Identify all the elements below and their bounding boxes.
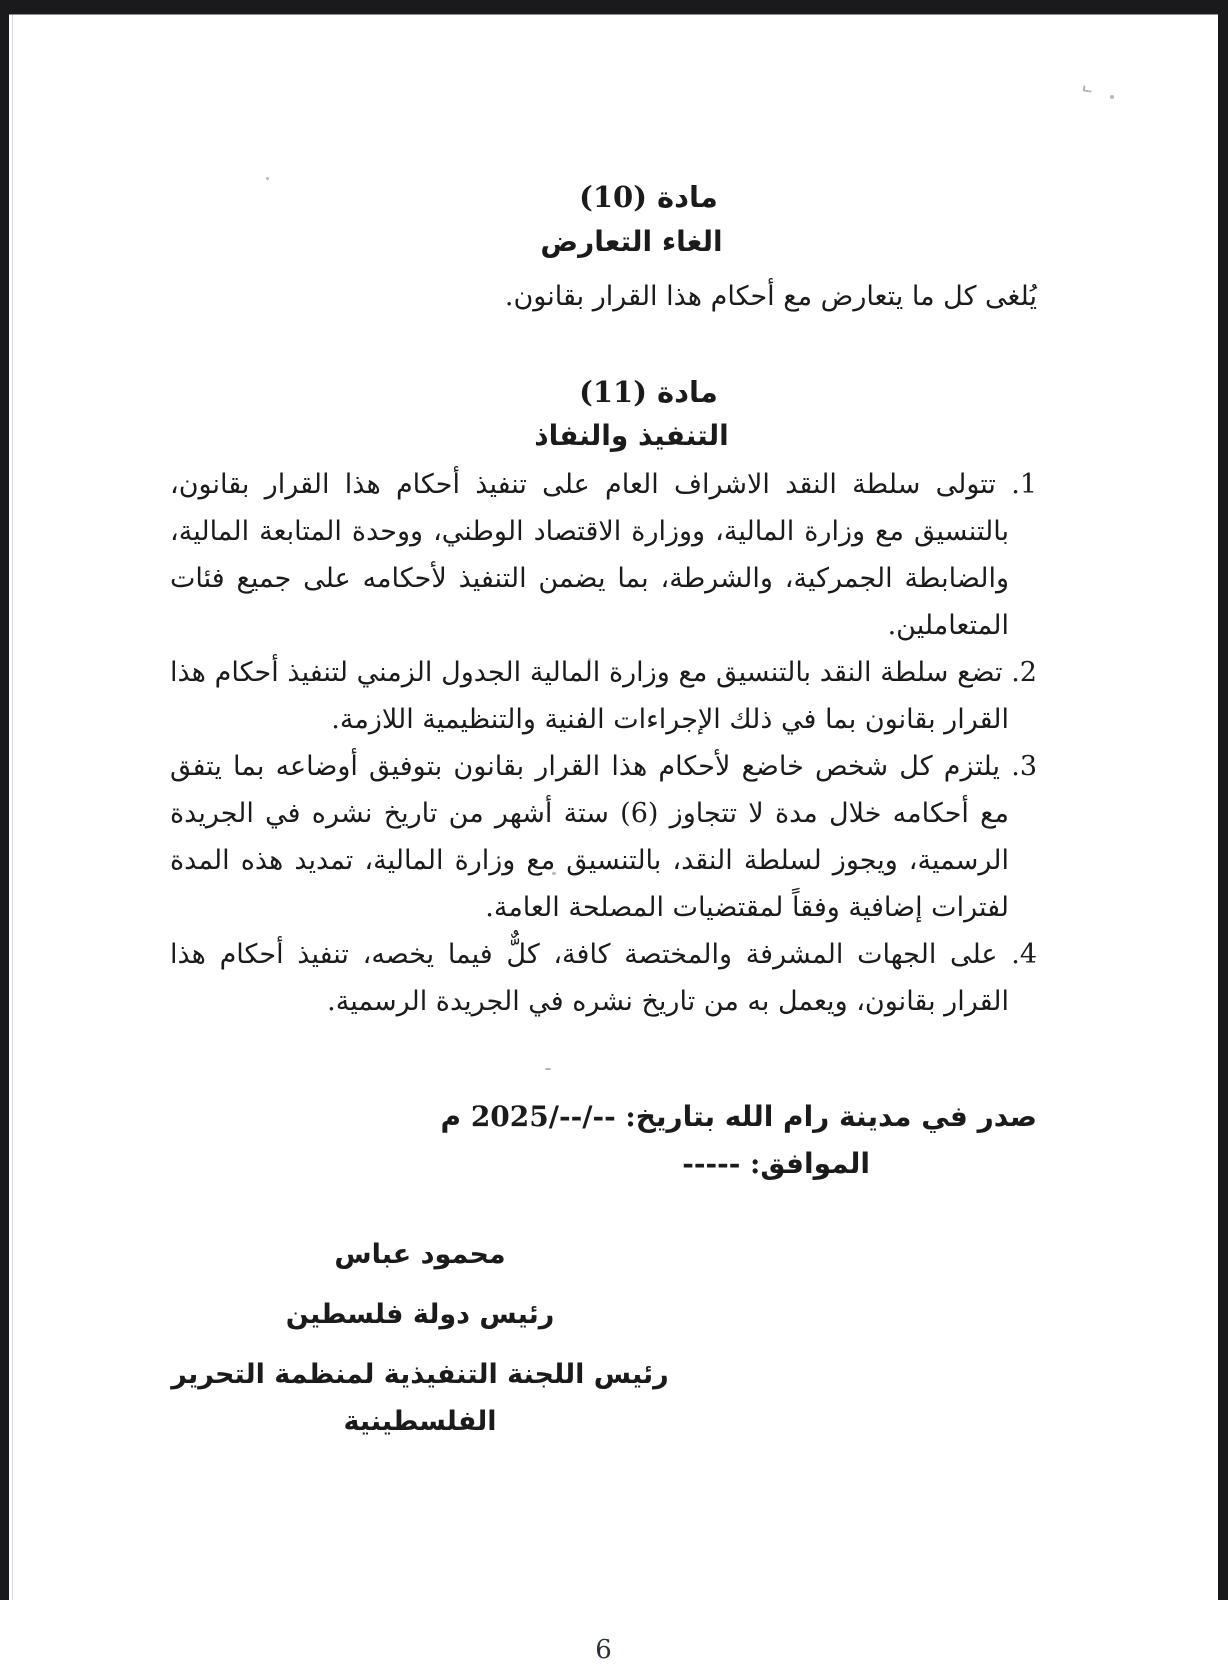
article-10-section <box>170 177 1037 320</box>
clause-item <box>170 743 1037 931</box>
clause-number: 2. <box>1011 657 1037 688</box>
clause-item <box>170 931 1037 1025</box>
article-11-heading: مادة (11) <box>579 375 718 409</box>
clause-number: 1. <box>1011 469 1037 500</box>
article-11-clauses <box>170 461 1037 1025</box>
scan-artifact <box>1083 85 1093 92</box>
article-10-body: يُلغى كل ما يتعارض مع أحكام هذا القرار بقانون. <box>504 281 1037 312</box>
scanner-edge-top <box>0 0 1228 15</box>
clause-item <box>170 649 1037 743</box>
scanner-edge-left <box>0 0 9 1600</box>
clause-text: تتولى سلطة النقد الاشراف العام على تنفيذ أحكام هذا القرار بقانون، بالتنسيق مع وزارة المالية، ووزارة الاقتصاد الوطني، ووحدة المتابعة المالية، والضابطة الجمركية، والشرطة، بما يضمن التنفيذ لأحكامه على جميع فئات المتعاملين. <box>170 469 1009 641</box>
article-10-heading: مادة (10) <box>579 180 718 214</box>
article-11-title: التنفيذ والنفاذ <box>534 419 729 452</box>
article-11-section <box>170 372 1037 1025</box>
signatory-title-president: رئيس دولة فلسطين <box>285 1299 555 1330</box>
clause-text: تضع سلطة النقد بالتنسيق مع وزارة المالية الجدول الزمني لتنفيذ أحكام هذا القرار بقانون بما في ذلك الإجراءات الفنية والتنظيمية اللازمة. <box>170 657 1009 735</box>
signature-block <box>170 1231 670 1445</box>
signatory-name: محمود عباس <box>334 1239 506 1270</box>
clause-item <box>170 461 1037 649</box>
issuance-corresponding-line: الموافق: ----- <box>682 1147 870 1180</box>
article-10-title: الغاء التعارض <box>540 225 723 258</box>
clause-number: 4. <box>1011 939 1037 970</box>
clause-number: 3. <box>1011 751 1037 782</box>
issuance-block <box>170 1093 1037 1187</box>
scanner-edge-right <box>1218 0 1228 1600</box>
clause-text: يلتزم كل شخص خاضع لأحكام هذا القرار بقانون بتوفيق أوضاعه بما يتفق مع أحكامه خلال مدة لا تتجاوز (6) ستة أشهر من تاريخ نشره في الجريدة الرسمية، ويجوز لسلطة النقد، بالتنسيق مع وزارة المالية، تمديد هذه المدة لفترات إضافية وفقاً لمقتضيات المصلحة العامة. <box>170 751 1009 923</box>
document-content <box>170 15 1037 1665</box>
signatory-title-plo-chairman: رئيس اللجنة التنفيذية لمنظمة التحرير الفلسطينية <box>171 1359 669 1437</box>
scan-artifact <box>1110 95 1114 99</box>
issuance-date-line: صدر في مدينة رام الله بتاريخ: --/--/2025 م <box>440 1100 1037 1133</box>
clause-text: على الجهات المشرفة والمختصة كافة، كلٌّ فيما يخصه، تنفيذ أحكام هذا القرار بقانون، ويعمل به من تاريخ نشره في الجريدة الرسمية. <box>170 939 1009 1017</box>
page-edge-shadow <box>12 15 13 1600</box>
page-number: 6 <box>595 1635 612 1665</box>
